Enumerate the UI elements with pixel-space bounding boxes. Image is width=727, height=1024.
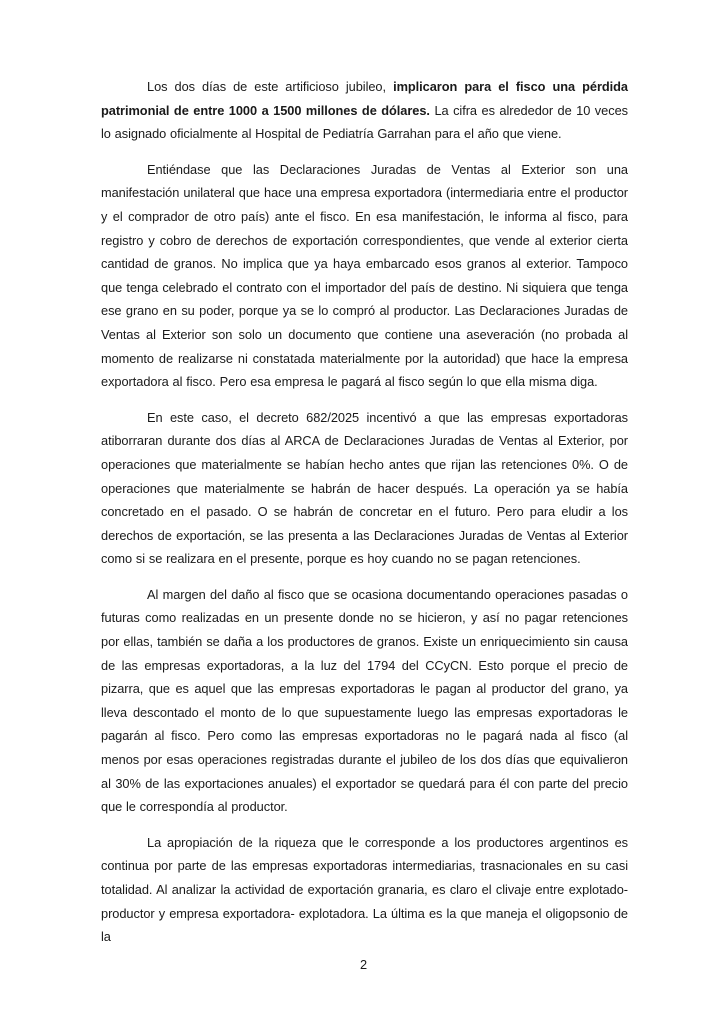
paragraph-1-emphasis: implicaron para el fisco una pérdida patrimonial de entre 1000 a 1500 millones de dólares. (101, 79, 628, 118)
paragraph-2: Entiéndase que las Declaraciones Juradas de Ventas al Exterior son una manifestación unilateral que hace una empresa exportadora (intermediaria entre el productor y el comprador de otro país) ante el fisco. En esa manifestación, le informa al fisco, para registro y cobro de derechos de exportación correspondientes, que vende al exterior cierta cantidad de granos. No implica que ya haya embarcado esos granos al exterior. Tampoco que tenga celebrado el contrato con el importador del país de destino. Ni siquiera que tenga ese grano en su poder, porque ya se lo compró al productor. Las Declaraciones Juradas de Ventas al Exterior son solo un documento que contiene una aseveración (no probada al momento de realizarse ni constatada materialmente por la autoridad) que hace la empresa exportadora al fisco. Pero esa empresa le pagará al fisco según lo que ella misma diga. (101, 161, 628, 390)
paragraph-3: En este caso, el decreto 682/2025 incentivó a que las empresas exportadoras atiborraran durante dos días al ARCA de Declaraciones Juradas de Ventas al Exterior, por operaciones que materialmente se habían hecho antes que rijan las retenciones 0%. O de operaciones que materialmente se habrán de hacer después. La operación ya se había concretado en el pasado. O se habrán de concretar en el futuro. Pero para eludir a los derechos de exportación, se las presenta a las Declaraciones Juradas de Ventas al Exterior como si se realizara en el presente, porque es hoy cuando no se pagan retenciones. (101, 409, 628, 567)
paragraph-5: La apropiación de la riqueza que le corresponde a los productores argentinos es continua por parte de las empresas exportadoras intermediarias, trasnacionales en su casi totalidad. Al analizar la actividad de exportación granaria, es claro el clivaje entre explotado-productor y empresa exportadora- explotadora. La última es la que maneja el oligopsonio de la (101, 834, 628, 945)
paragraph-1-intro: Los dos días de este artificioso jubileo, (147, 79, 394, 94)
page-number: 2 (359, 957, 368, 972)
paragraph-1 (101, 75, 628, 146)
paragraph-1-rest: La cifra es alrededor de 10 veces lo asignado oficialmente al Hospital de Pediatría Garrahan para el año que viene. (101, 102, 628, 142)
paragraph-4: Al margen del daño al fisco que se ocasiona documentando operaciones pasadas o futuras como realizadas en un presente donde no se hicieron, y así no pagar retenciones por ellas, también se daña a los productores de granos. Existe un enriquecimiento sin causa de las empresas exportadoras, a la luz del 1794 del CCyCN. Esto porque el precio de pizarra, que es aquel que las empresas exportadoras le pagan al productor del grano, ya lleva descontado el monto de lo que supuestamente luego las empresas exportadoras le pagarán al fisco. Pero como las empresas exportadoras no le pagará nada al fisco (al menos por esas operaciones registradas durante el jubileo de los dos días que equivalieron al 30% de las exportaciones anuales) el exportador se quedará para él con parte del precio que le correspondía al productor. (101, 586, 628, 815)
body-text (101, 75, 628, 961)
